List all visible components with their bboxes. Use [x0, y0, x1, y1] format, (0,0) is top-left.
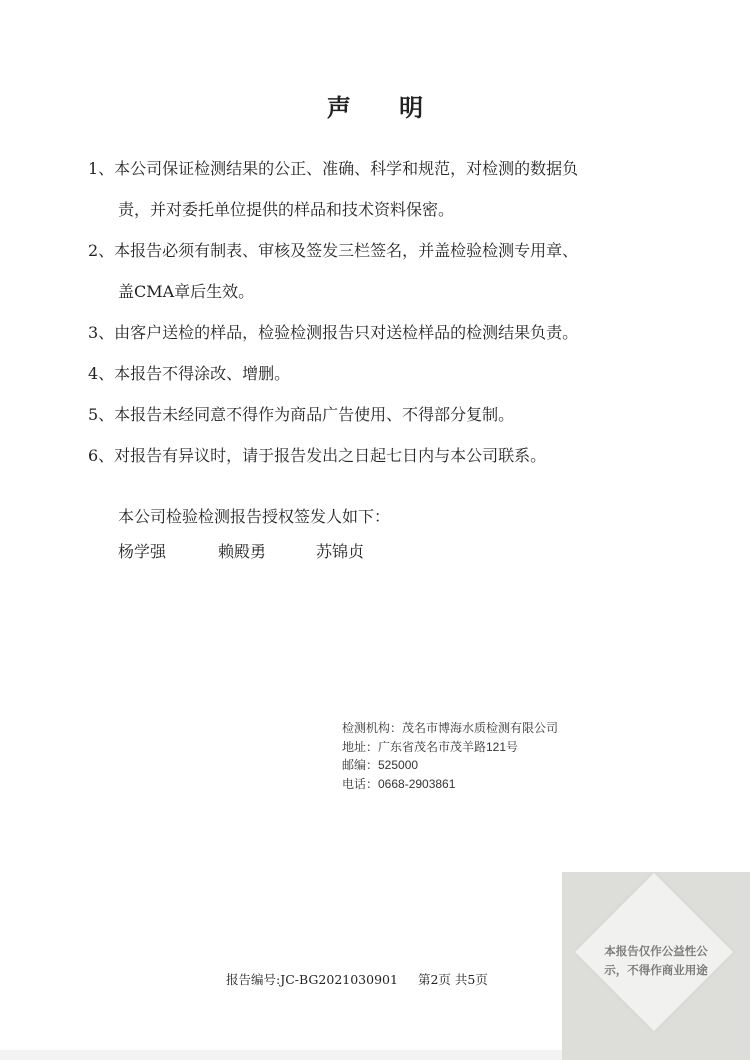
authorized-signatories — [118, 505, 390, 562]
clause-item — [88, 148, 668, 230]
clause-text-continued: 盖CMA章后生效。 — [118, 282, 255, 301]
watermark-text — [562, 942, 750, 980]
agency-name: 检测机构：茂名市博海水质检测有限公司 — [342, 721, 559, 735]
agency-postcode: 邮编：525000 — [342, 758, 419, 772]
organization-info — [342, 719, 558, 793]
signatories-intro: 本公司检验检测报告授权签发人如下： — [118, 507, 391, 526]
signatory-name: 赖殿勇 — [218, 542, 267, 561]
page-footer — [226, 970, 488, 988]
public-notice-watermark — [562, 872, 750, 1060]
signatory-name: 杨学强 — [118, 542, 167, 561]
report-number: 报告编号:JC-BG2021030901 — [226, 972, 398, 987]
clause-item — [88, 435, 668, 476]
clause-text: 1、本公司保证检测结果的公正、准确、科学和规范，对检测的数据负 — [88, 159, 579, 178]
clause-item — [88, 353, 668, 394]
page-title: 声 明 — [326, 93, 444, 122]
clause-text: 5、本报告未经同意不得作为商品广告使用、不得部分复制。 — [88, 405, 515, 424]
clause-item — [88, 394, 668, 435]
clause-text: 3、由客户送检的样品，检验检测报告只对送检样品的检测结果负责。 — [88, 323, 579, 342]
clause-item — [88, 230, 668, 312]
clause-text: 6、对报告有异议时，请于报告发出之日起七日内与本公司联系。 — [88, 446, 547, 465]
watermark-line: 本报告仅作公益性公 — [604, 944, 708, 958]
agency-phone: 电话：0668-2903861 — [342, 776, 456, 791]
clause-item — [88, 312, 668, 353]
clause-text-continued: 责，并对委托单位提供的样品和技术资料保密。 — [118, 200, 455, 219]
signatory-name: 苏锦贞 — [316, 542, 365, 561]
page-number: 第2页 共5页 — [417, 972, 488, 987]
watermark-line: 示，不得作商业用途 — [604, 963, 708, 977]
clause-text: 2、本报告必须有制表、审核及签发三栏签名，并盖检验检测专用章、 — [88, 241, 579, 260]
scan-edge — [0, 1050, 562, 1060]
clause-list — [88, 148, 668, 476]
clause-text: 4、本报告不得涂改、增删。 — [88, 364, 291, 383]
signatory-names — [118, 539, 390, 562]
agency-address: 地址：广东省茂名市茂羊路121号 — [342, 739, 519, 754]
